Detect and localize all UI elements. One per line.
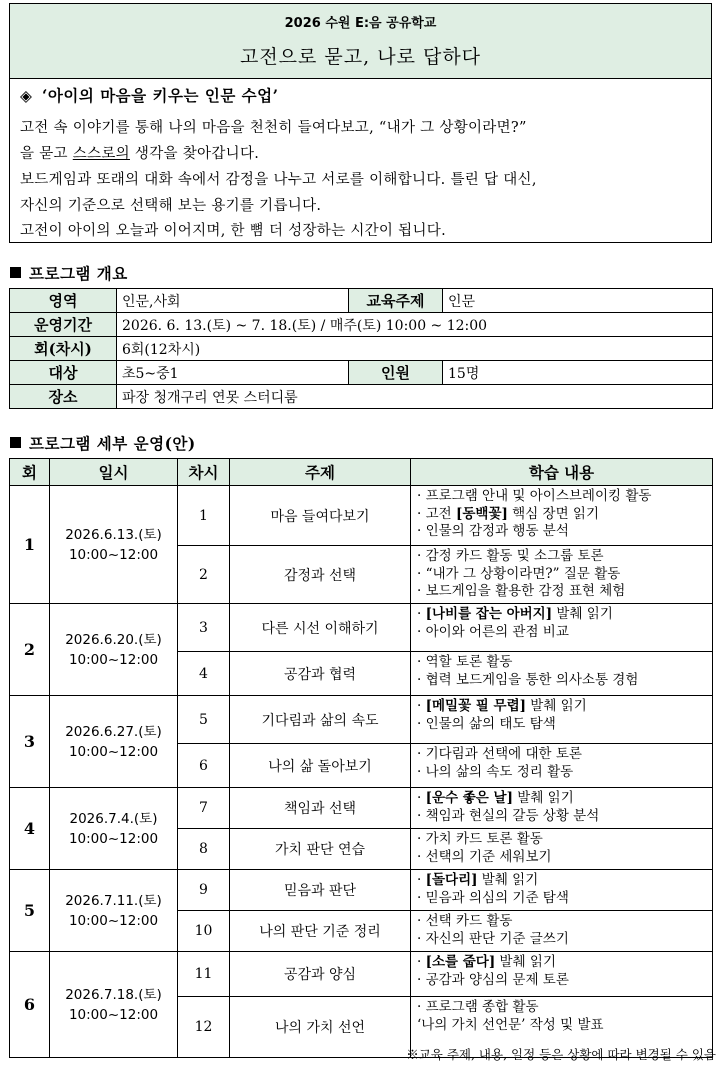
header-content: 학습 내용 bbox=[411, 459, 713, 486]
capacity-label: 인원 bbox=[349, 361, 443, 385]
lesson-topic: 공감과 양심 bbox=[230, 952, 411, 997]
table-row bbox=[10, 696, 713, 744]
title-banner bbox=[10, 4, 711, 79]
table-row bbox=[10, 952, 713, 997]
area-label: 영역 bbox=[10, 289, 117, 313]
overview-row-target bbox=[10, 361, 713, 385]
period-value: 2026. 6. 13.(토) ~ 7. 18.(토) / 매주(토) 10:00 ~ 12:00 bbox=[117, 313, 713, 337]
schedule-table bbox=[9, 458, 713, 1058]
lesson-number: 8 bbox=[178, 829, 230, 870]
intro-line-2 bbox=[20, 142, 259, 163]
round-datetime bbox=[50, 696, 178, 788]
round-date: 2026.7.11.(토) bbox=[65, 892, 162, 909]
lesson-content bbox=[411, 696, 713, 744]
header-topic: 주제 bbox=[230, 459, 411, 486]
overview-table bbox=[9, 288, 713, 409]
content-line: · 프로그램 종합 활동 bbox=[417, 999, 539, 1015]
table-row bbox=[10, 788, 713, 829]
round-date: 2026.6.27.(토) bbox=[65, 723, 162, 740]
content-text: · bbox=[417, 872, 426, 888]
content-line: · 역할 토론 활동 bbox=[417, 654, 513, 670]
lesson-topic: 감정과 선택 bbox=[230, 546, 411, 604]
lesson-number: 6 bbox=[178, 744, 230, 788]
overview-heading-text: 프로그램 개요 bbox=[29, 264, 128, 283]
round-number: 6 bbox=[10, 952, 50, 1058]
overview-row-area bbox=[10, 289, 713, 313]
lesson-content bbox=[411, 744, 713, 788]
header-date: 일시 bbox=[50, 459, 178, 486]
content-line: · 선택 카드 활동 bbox=[417, 913, 513, 929]
intro-line-2-pre: 을 묻고 bbox=[20, 146, 73, 162]
content-text: · bbox=[417, 790, 426, 806]
round-time: 10:00~12:00 bbox=[68, 546, 159, 563]
content-line: · 자신의 판단 기준 글쓰기 bbox=[417, 930, 569, 947]
intro-line-2-post: 생각을 찾아갑니다. bbox=[129, 146, 260, 162]
lesson-number: 9 bbox=[178, 870, 230, 911]
lesson-content bbox=[411, 870, 713, 911]
book-title: [메밀꽃 필 무렵] bbox=[425, 698, 527, 714]
lesson-number: 5 bbox=[178, 696, 230, 744]
content-text: · bbox=[417, 606, 426, 622]
lesson-content bbox=[411, 829, 713, 870]
content-text: 발췌 읽기 bbox=[477, 872, 539, 888]
schedule-heading-text: 프로그램 세부 운영(안) bbox=[29, 434, 196, 453]
content-text: 발췌 읽기 bbox=[495, 954, 556, 970]
round-date: 2026.6.13.(토) bbox=[65, 526, 162, 543]
content-line: · 나의 삶의 속도 정리 활동 bbox=[417, 763, 574, 780]
target-value: 초5~중1 bbox=[117, 361, 349, 385]
content-line: · 인물의 삶의 태도 탐색 bbox=[417, 715, 556, 732]
round-number: 5 bbox=[10, 870, 50, 952]
lesson-content bbox=[411, 652, 713, 696]
content-text: · bbox=[417, 954, 426, 970]
content-line: · 협력 보드게임을 통한 의사소통 경험 bbox=[417, 671, 639, 688]
content-line: · 선택의 기준 세워보기 bbox=[417, 848, 552, 865]
lesson-number: 4 bbox=[178, 652, 230, 696]
book-title: [동백꽃] bbox=[455, 505, 508, 522]
diamond-icon: ◈ bbox=[20, 86, 33, 105]
schedule-body bbox=[10, 486, 713, 1058]
intro-line-4: 자신의 기준으로 선택해 보는 용기를 기릅니다. bbox=[20, 198, 322, 214]
content-line: · 인물의 감정과 행동 분석 bbox=[417, 523, 569, 539]
table-row bbox=[10, 486, 713, 546]
lesson-content bbox=[411, 911, 713, 952]
page-title: 고전으로 묻고, 나로 답하다 bbox=[239, 46, 482, 68]
lesson-topic: 나의 가치 선언 bbox=[230, 997, 411, 1058]
round-datetime bbox=[50, 870, 178, 952]
content-line: · 책임과 현실의 갈등 상황 분석 bbox=[417, 807, 600, 824]
content-line bbox=[417, 954, 712, 972]
place-label: 장소 bbox=[10, 385, 117, 409]
period-label: 운영기간 bbox=[10, 313, 117, 337]
lesson-content bbox=[411, 486, 713, 546]
round-datetime bbox=[50, 486, 178, 604]
area-value: 인문,사회 bbox=[117, 289, 349, 313]
theme-label: 교육주제 bbox=[349, 289, 443, 313]
schedule-header-row bbox=[10, 459, 713, 486]
lesson-number: 3 bbox=[178, 604, 230, 652]
content-line: · 아이와 어른의 관점 비교 bbox=[417, 623, 569, 640]
round-time: 10:00~12:00 bbox=[68, 651, 159, 668]
round-time: 10:00~12:00 bbox=[68, 912, 159, 929]
round-number: 1 bbox=[10, 486, 50, 604]
content-text: · bbox=[417, 698, 426, 714]
schedule-heading bbox=[10, 432, 196, 454]
content-line: ‘나의 가치 선언문’ 작성 및 발표 bbox=[417, 1016, 604, 1033]
lesson-number: 10 bbox=[178, 911, 230, 952]
capacity-value: 15명 bbox=[443, 361, 713, 385]
lesson-content bbox=[411, 604, 713, 652]
content-text: · 고전 bbox=[417, 505, 456, 522]
square-bullet-icon bbox=[10, 437, 21, 448]
intro-line-2-underlined: 스스로의 bbox=[72, 146, 130, 162]
sessions-label: 회(차시) bbox=[10, 337, 117, 361]
lesson-number: 12 bbox=[178, 997, 230, 1058]
lesson-number: 1 bbox=[178, 486, 230, 546]
lesson-content bbox=[411, 788, 713, 829]
lesson-topic: 마음 들여다보기 bbox=[230, 486, 411, 546]
lesson-topic: 가치 판단 연습 bbox=[230, 829, 411, 870]
round-number: 3 bbox=[10, 696, 50, 788]
lesson-topic: 기다림과 삶의 속도 bbox=[230, 696, 411, 744]
lesson-number: 2 bbox=[178, 546, 230, 604]
content-text: 발췌 읽기 bbox=[526, 698, 587, 714]
round-date: 2026.7.18.(토) bbox=[65, 986, 162, 1003]
lesson-topic: 공감과 협력 bbox=[230, 652, 411, 696]
lesson-topic: 다른 시선 이해하기 bbox=[230, 604, 411, 652]
content-text: 발췌 읽기 bbox=[512, 790, 574, 806]
book-title: [돌다리] bbox=[425, 872, 478, 888]
content-line: · “내가 그 상황이라면?” 질문 활동 bbox=[417, 565, 621, 582]
table-row bbox=[10, 870, 713, 911]
square-bullet-icon bbox=[10, 267, 21, 278]
intro-line-5: 고전이 아이의 오늘과 이어지며, 한 뼘 더 성장하는 시간이 됩니다. bbox=[20, 223, 446, 239]
intro-line-1: 고전 속 이야기를 통해 나의 마음을 천천히 들여다보고, “내가 그 상황이라면?” bbox=[20, 120, 527, 136]
target-label: 대상 bbox=[10, 361, 117, 385]
content-line bbox=[417, 790, 712, 808]
lesson-topic: 나의 판단 기준 정리 bbox=[230, 911, 411, 952]
content-line: · 프로그램 안내 및 아이스브레이킹 활동 bbox=[417, 488, 652, 504]
round-time: 10:00~12:00 bbox=[68, 830, 159, 847]
overview-row-place bbox=[10, 385, 713, 409]
place-value: 파장 청개구리 연못 스터디룸 bbox=[117, 385, 713, 409]
header-lesson: 차시 bbox=[178, 459, 230, 486]
content-line bbox=[417, 872, 712, 890]
lesson-topic: 믿음과 판단 bbox=[230, 870, 411, 911]
content-line bbox=[417, 698, 712, 716]
overview-heading bbox=[10, 262, 128, 284]
content-line: · 공감과 양심의 문제 토론 bbox=[417, 971, 569, 988]
intro-heading-text: ‘아이의 마음을 키우는 인문 수업’ bbox=[42, 86, 279, 105]
book-title: [나비를 잡는 아버지] bbox=[425, 606, 553, 622]
lesson-number: 7 bbox=[178, 788, 230, 829]
sessions-value: 6회(12차시) bbox=[117, 337, 713, 361]
intro-box bbox=[9, 3, 712, 243]
content-line: · 기다림과 선택에 대한 토론 bbox=[417, 746, 582, 762]
lesson-topic: 책임과 선택 bbox=[230, 788, 411, 829]
lesson-number: 11 bbox=[178, 952, 230, 997]
intro-heading bbox=[20, 84, 279, 106]
round-time: 10:00~12:00 bbox=[68, 743, 159, 760]
content-text: 발췌 읽기 bbox=[552, 606, 613, 622]
lesson-content bbox=[411, 546, 713, 604]
footnote: ※교육 주제, 내용, 일정 등은 상황에 따라 변경될 수 있음 bbox=[406, 1047, 716, 1062]
intro-line-3: 보드게임과 또래의 대화 속에서 감정을 나누고 서로를 이해합니다. 틀린 답 대신, bbox=[20, 172, 537, 188]
round-date: 2026.6.20.(토) bbox=[65, 631, 162, 648]
content-line: · 보드게임을 활용한 감정 표현 체험 bbox=[417, 583, 626, 599]
round-date: 2026.7.4.(토) bbox=[69, 810, 158, 827]
round-number: 2 bbox=[10, 604, 50, 696]
theme-value: 인문 bbox=[443, 289, 713, 313]
round-datetime bbox=[50, 788, 178, 870]
content-line: · 가치 카드 토론 활동 bbox=[417, 831, 543, 847]
book-title: [운수 좋은 날] bbox=[425, 790, 513, 806]
school-name: 2026 수원 E:음 공유학교 bbox=[284, 16, 437, 31]
content-line bbox=[417, 506, 712, 524]
content-text: 핵심 장면 읽기 bbox=[507, 505, 599, 522]
round-time: 10:00~12:00 bbox=[68, 1006, 159, 1023]
round-datetime bbox=[50, 952, 178, 1058]
table-row bbox=[10, 604, 713, 652]
header-round: 회 bbox=[10, 459, 50, 486]
content-line bbox=[417, 606, 712, 624]
lesson-topic: 나의 삶 돌아보기 bbox=[230, 744, 411, 788]
overview-row-sessions bbox=[10, 337, 713, 361]
content-line: · 감정 카드 활동 및 소그룹 토론 bbox=[417, 548, 604, 564]
lesson-content bbox=[411, 952, 713, 997]
book-title: [소를 줍다] bbox=[425, 954, 496, 970]
overview-row-period bbox=[10, 313, 713, 337]
content-line: · 믿음과 의심의 기준 탐색 bbox=[417, 889, 569, 906]
round-datetime bbox=[50, 604, 178, 696]
round-number: 4 bbox=[10, 788, 50, 870]
